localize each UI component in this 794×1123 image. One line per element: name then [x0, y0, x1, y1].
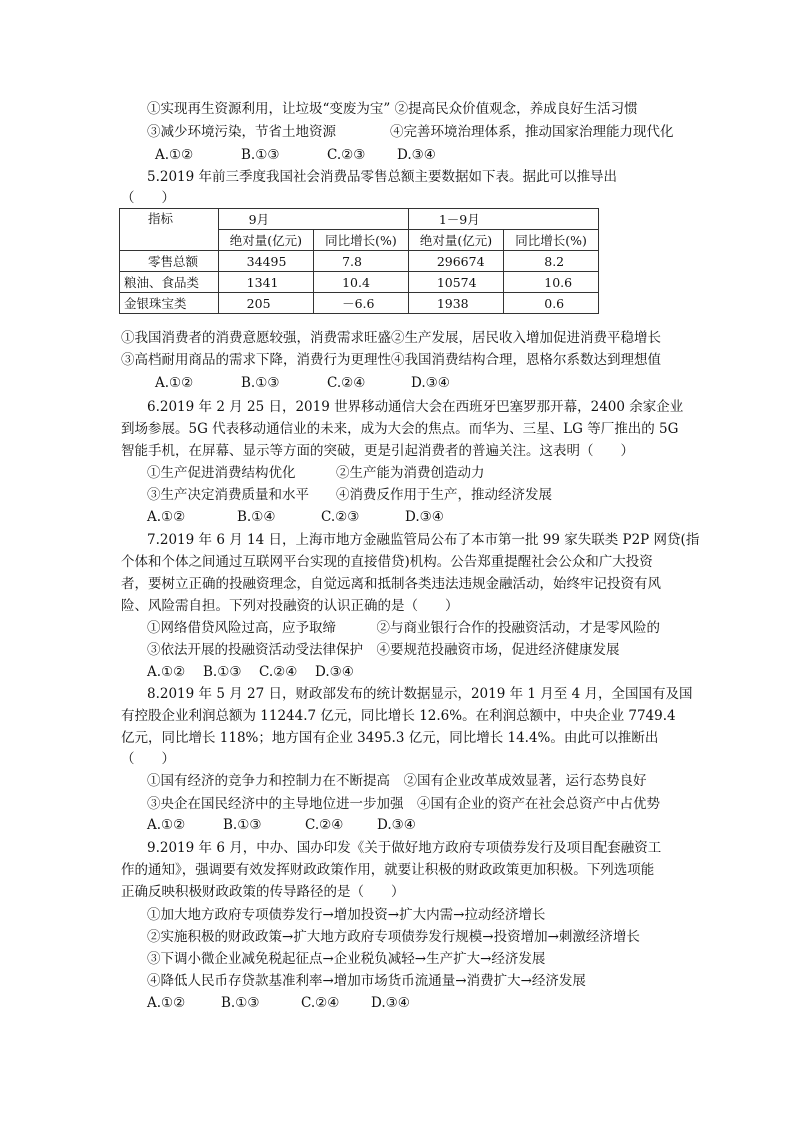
- q6-options: [147, 507, 444, 527]
- q4-option-b[interactable]: B.①③: [241, 147, 280, 163]
- q9-statement-line: ②实施积极的财政政策→扩大地方政府专项债券发行规模→投资增加→刺激经济增长: [147, 929, 640, 945]
- table-cell: 205: [218, 293, 313, 314]
- table-header-jan-sep: 1－9月: [408, 209, 598, 230]
- table-cell: 1938: [408, 293, 503, 314]
- table-header-indicator: 指标: [120, 209, 219, 251]
- q7-stem-line: 险、风险需自担。下列对投融资的认识正确的是（ ）: [121, 598, 459, 614]
- q7-statement-line: ③依法开展的投融资活动受法律保护 ④要规范投融资市场，促进经济健康发展: [147, 642, 620, 658]
- table-row-label: 金银珠宝类: [120, 293, 219, 314]
- q6-option-c[interactable]: C.②③: [321, 509, 360, 525]
- table-row-label: 粮油、食品类: [120, 272, 219, 293]
- q9-statement-line: ①加大地方政府专项债券发行→增加投资→扩大内需→拉动经济增长: [147, 907, 546, 923]
- q6-stem-line: 6.2019 年 2 月 25 日，2019 世界移动通信大会在西班牙巴塞罗那开幕，2400 余家企业: [147, 399, 684, 415]
- q5-stem-line: 5.2019 年前三季度我国社会消费品零售总额主要数据如下表。据此可以推导出: [147, 169, 618, 185]
- q8-option-b[interactable]: B.①③: [223, 817, 262, 833]
- retail-sales-table: [119, 208, 599, 314]
- q9-stem-line: 作的通知》，强调要有效发挥财政政策作用，就要让积极的财政政策更加积极。下列选项能: [121, 862, 655, 878]
- q9-option-b[interactable]: B.①③: [221, 995, 260, 1011]
- q6-option-d[interactable]: D.③④: [405, 509, 444, 525]
- q8-stem-line: 8.2019 年 5 月 27 日，财政部发布的统计数据显示，2019 年 1 月至 4 月，全国国有及国: [147, 686, 693, 702]
- q9-stem-line: 正确反映积极财政政策的传导路径的是（ ）: [121, 884, 405, 900]
- table-row: [120, 293, 599, 314]
- q6-statement-line: ③生产决定消费质量和水平 ④消费反作用于生产，推动经济发展: [147, 487, 552, 503]
- q7-stem-line: 个体和个体之间通过互联网平台实现的直接借贷)机构。公告郑重提醒社会公众和广大投资: [121, 554, 653, 570]
- q4-option-a[interactable]: A.①②: [155, 147, 194, 163]
- q9-options: [147, 993, 410, 1013]
- q8-statement-line: ①国有经济的竞争力和控制力在不断提高 ②国有企业改革成效显著，运行态势良好: [147, 773, 647, 789]
- q9-statement-line: ④降低人民币存贷款基准利率→增加市场货币流通量→消费扩大→经济发展: [147, 973, 586, 989]
- table-cell: 10.6: [504, 272, 599, 293]
- q6-option-a[interactable]: A.①②: [147, 509, 186, 525]
- table-subheader: 同比增长(%): [504, 230, 599, 251]
- table-row: [120, 272, 599, 293]
- q8-stem-line: （ ）: [121, 751, 175, 767]
- table-cell: 34495: [218, 251, 313, 272]
- table-cell: 1341: [218, 272, 313, 293]
- table-subheader: 绝对量(亿元): [408, 230, 503, 251]
- q7-option-c[interactable]: C.②④: [259, 664, 298, 680]
- q9-option-d[interactable]: D.③④: [371, 995, 410, 1011]
- q9-option-a[interactable]: A.①②: [147, 995, 186, 1011]
- q5-option-a[interactable]: A.①②: [155, 375, 194, 391]
- q5-option-d[interactable]: D.③④: [411, 375, 450, 391]
- q7-options: [147, 662, 354, 682]
- table-subheader: 同比增长(%): [314, 230, 409, 251]
- q7-stem-line: 者，要树立正确的投融资理念，自觉远离和抵制各类违法违规金融活动，始终牢记投资有风: [121, 576, 661, 592]
- q7-option-d[interactable]: D.③④: [315, 664, 354, 680]
- q8-option-c[interactable]: C.②④: [305, 817, 344, 833]
- table-cell: 8.2: [504, 251, 599, 272]
- q6-option-b[interactable]: B.①④: [237, 509, 276, 525]
- q7-option-b[interactable]: B.①③: [203, 664, 242, 680]
- table-subheader: 绝对量(亿元): [218, 230, 313, 251]
- q4-options: [155, 145, 436, 165]
- q8-options: [147, 815, 416, 835]
- q6-stem-line: 到场参展。5G 代表移动通信业的未来，成为大会的焦点。而华为、三星、LG 等厂推出的 5G: [121, 421, 679, 437]
- q8-stem-line: 亿元，同比增长 118%；地方国有企业 3495.3 亿元，同比增长 14.4%。由此可以推断出: [121, 730, 659, 746]
- table-row: [120, 251, 599, 272]
- q7-option-a[interactable]: A.①②: [147, 664, 186, 680]
- q5-statement-line: ①我国消费者的消费意愿较强，消费需求旺盛②生产发展，居民收入增加促进消费平稳增长: [121, 330, 661, 346]
- table-cell: －6.6: [314, 293, 409, 314]
- q9-statement-line: ③下调小微企业减免税起征点→企业税负减轻→生产扩大→经济发展: [147, 951, 546, 967]
- table-row-label: 零售总额: [120, 251, 219, 272]
- q5-options: [155, 373, 450, 393]
- table-cell: 296674: [408, 251, 503, 272]
- table-cell: 10574: [408, 272, 503, 293]
- q4-option-d[interactable]: D.③④: [397, 147, 436, 163]
- table-header-september: 9月: [218, 209, 408, 230]
- q8-option-a[interactable]: A.①②: [147, 817, 186, 833]
- q5-statement-line: ③高档耐用商品的需求下降，消费行为更理性④我国消费结构合理，恩格尔系数达到理想值: [121, 352, 661, 368]
- q7-statement-line: ①网络借贷风险过高，应予取缔 ②与商业银行合作的投融资活动，才是零风险的: [147, 620, 660, 636]
- q5-option-b[interactable]: B.①③: [241, 375, 280, 391]
- q7-stem-line: 7.2019 年 6 月 14 日，上海市地方金融监管局公布了本市第一批 99 家失联类 P2P 网贷(指: [147, 532, 700, 548]
- q4-statement-line: ①实现再生资源利用，让垃圾“变废为宝” ②提高民众价值观念，养成良好生活习惯: [147, 101, 638, 117]
- q8-option-d[interactable]: D.③④: [377, 817, 416, 833]
- table-cell: 7.8: [314, 251, 409, 272]
- table-cell: 10.4: [314, 272, 409, 293]
- q8-statement-line: ③央企在国民经济中的主导地位进一步加强 ④国有企业的资产在社会总资产中占优势: [147, 796, 660, 812]
- q5-option-c[interactable]: C.②④: [327, 375, 366, 391]
- q5-stem-line: （ ）: [121, 190, 175, 206]
- table-cell: 0.6: [504, 293, 599, 314]
- q6-stem-line: 智能手机，在屏幕、显示等方面的突破，更是引起消费者的普遍关注。这表明（ ）: [121, 443, 634, 459]
- q4-statement-line: ③减少环境污染，节省土地资源 ④完善环境治理体系，推动国家治理能力现代化: [147, 124, 674, 140]
- q8-stem-line: 有控股企业利润总额为 11244.7 亿元，同比增长 12.6%。在利润总额中，中央企业 7749.4: [121, 708, 676, 724]
- q9-option-c[interactable]: C.②④: [301, 995, 340, 1011]
- q9-stem-line: 9.2019 年 6 月，中办、国办印发《关于做好地方政府专项债券发行及项目配套融资工: [147, 840, 662, 856]
- q4-option-c[interactable]: C.②③: [327, 147, 366, 163]
- q6-statement-line: ①生产促进消费结构优化 ②生产能为消费创造动力: [147, 465, 485, 481]
